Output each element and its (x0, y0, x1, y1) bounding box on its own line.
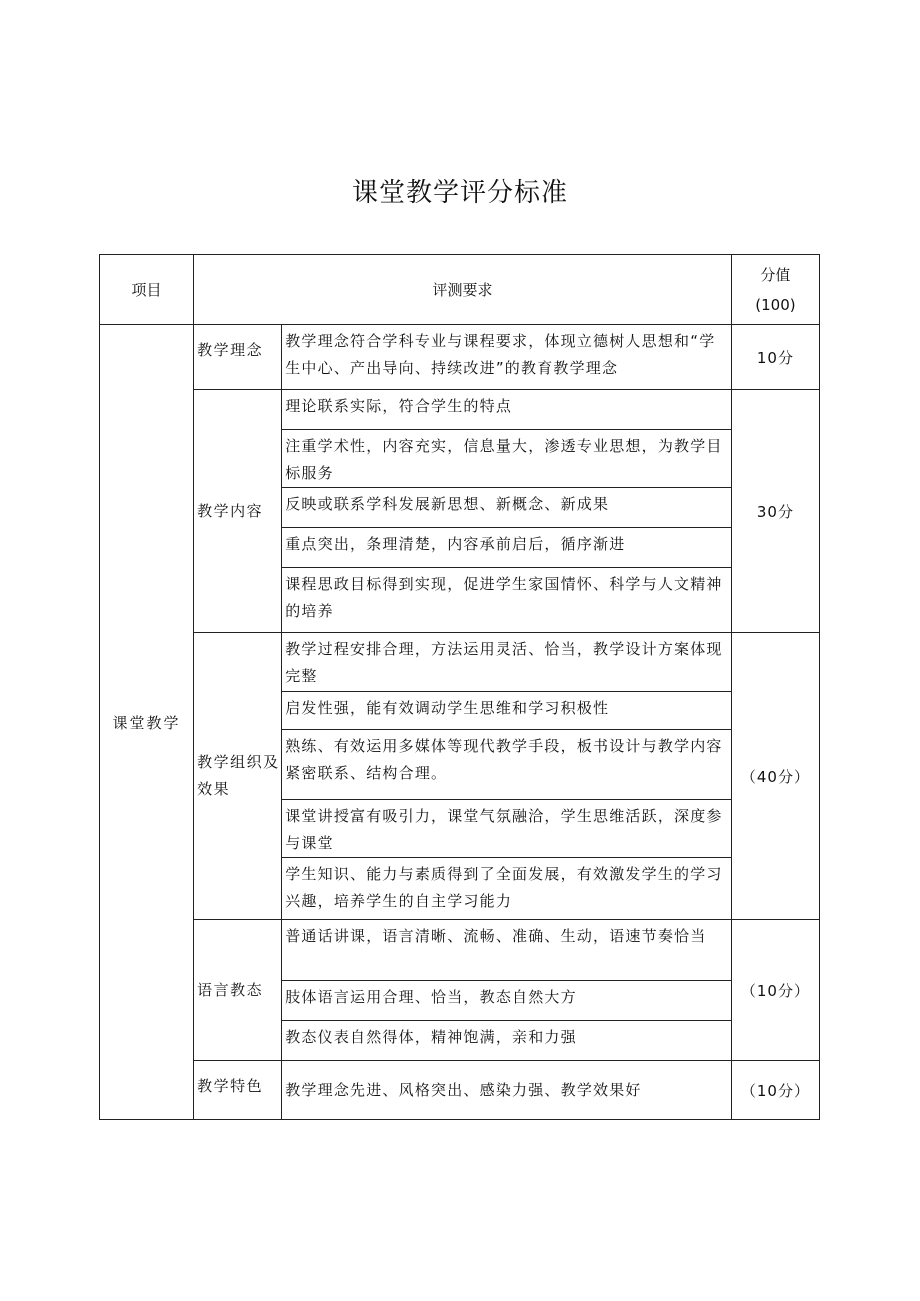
section-score: 10分 (731, 325, 819, 390)
scoring-table (99, 254, 820, 1120)
criterion: 重点突出，条理清楚，内容承前启后，循序渐进 (282, 528, 732, 568)
criterion: 理论联系实际，符合学生的特点 (282, 390, 732, 430)
section-score: （40分） (731, 633, 819, 920)
section-name: 教学内容 (194, 390, 282, 633)
criterion: 教学理念符合学科专业与课程要求，体现立德树人思想和“学生中心、产出导向、持续改进”的教育教学理念 (282, 325, 732, 390)
header-score (731, 255, 819, 325)
section-name: 教学理念 (194, 325, 282, 390)
section-score: （10分） (731, 920, 819, 1061)
criterion: 教学理念先进、风格突出、感染力强、教学效果好 (282, 1061, 732, 1120)
header-score-total: (100) (755, 295, 796, 314)
criterion: 注重学术性，内容充实，信息量大，渗透专业思想，为教学目标服务 (282, 430, 732, 488)
table-row (100, 920, 820, 981)
criterion: 课程思政目标得到实现，促进学生家国情怀、科学与人文精神的培养 (282, 568, 732, 633)
header-requirements: 评测要求 (194, 255, 732, 325)
table-row (100, 633, 820, 692)
criterion: 启发性强，能有效调动学生思维和学习积极性 (282, 692, 732, 730)
header-score-label: 分值 (760, 265, 791, 284)
criterion: 熟练、有效运用多媒体等现代教学手段，板书设计与教学内容紧密联系、结构合理。 (282, 730, 732, 800)
section-score: 30分 (731, 390, 819, 633)
main-category: 课堂教学 (100, 325, 194, 1120)
header-item: 项目 (100, 255, 194, 325)
section-name: 教学组织及效果 (194, 633, 282, 920)
criterion: 反映或联系学科发展新思想、新概念、新成果 (282, 488, 732, 528)
table-row (100, 325, 820, 390)
table-row (100, 1061, 820, 1120)
section-name: 语言教态 (194, 920, 282, 1061)
page-title: 课堂教学评分标准 (351, 178, 568, 208)
criterion: 教态仪表自然得体，精神饱满，亲和力强 (282, 1021, 732, 1061)
section-score: （10分） (731, 1061, 819, 1120)
criterion: 课堂讲授富有吸引力，课堂气氛融洽，学生思维活跃，深度参与课堂 (282, 800, 732, 858)
section-name: 教学特色 (194, 1061, 282, 1120)
criterion: 学生知识、能力与素质得到了全面发展，有效激发学生的学习兴趣，培养学生的自主学习能力 (282, 858, 732, 920)
table-header-row (100, 255, 820, 325)
criterion: 肢体语言运用合理、恰当，教态自然大方 (282, 981, 732, 1021)
criterion: 普通话讲课，语言清晰、流畅、准确、生动，语速节奏恰当 (282, 920, 732, 981)
criterion: 教学过程安排合理，方法运用灵活、恰当，教学设计方案体现完整 (282, 633, 732, 692)
table-row (100, 390, 820, 430)
